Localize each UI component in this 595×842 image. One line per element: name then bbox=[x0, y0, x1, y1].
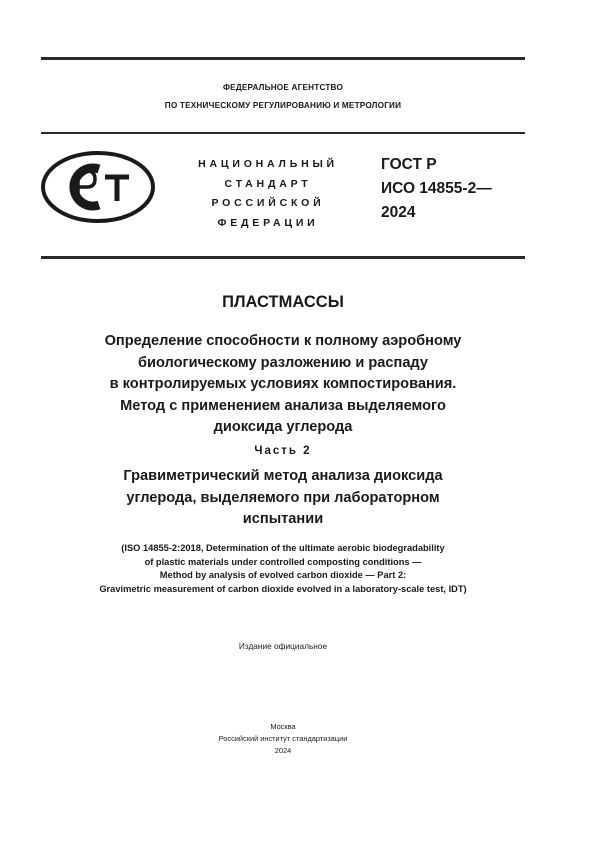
designation-line-2: ИСО 14855-2— bbox=[381, 180, 492, 197]
subtitle-line-3: в контролируемых условиях компостирования. bbox=[109, 376, 457, 392]
imprint-city: Москва bbox=[270, 722, 296, 731]
part-title-line-2: углерода, выделяемого при лабораторном bbox=[126, 489, 440, 506]
top-rule bbox=[41, 57, 525, 60]
title-rule bbox=[41, 256, 525, 259]
agency-line-1: ФЕДЕРАЛЬНОЕ АГЕНТСТВО bbox=[222, 83, 344, 92]
standard-type-line-3: РОССИЙСКОЙ bbox=[211, 197, 325, 209]
agency-line-2: ПО ТЕХНИЧЕСКОМУ РЕГУЛИРОВАНИЮ И МЕТРОЛОГИИ bbox=[164, 101, 402, 110]
imprint-publisher: Российский институт стандартизации bbox=[218, 734, 348, 743]
standard-designation bbox=[381, 153, 492, 225]
standard-type-line-2: СТАНДАРТ bbox=[224, 177, 312, 190]
designation-line-3: 2024 bbox=[381, 204, 416, 221]
standard-type-block bbox=[170, 155, 366, 233]
international-reference bbox=[30, 542, 536, 596]
designation-line-1: ГОСТ Р bbox=[381, 156, 437, 173]
standard-type-line-1: НАЦИОНАЛЬНЫЙ bbox=[198, 158, 338, 170]
header-rule bbox=[41, 132, 525, 134]
rst-certification-mark-icon bbox=[41, 151, 155, 223]
imprint-year: 2024 bbox=[274, 746, 292, 755]
subtitle-line-4: Метод с применением анализа выделяемого bbox=[120, 397, 446, 414]
imprint bbox=[41, 721, 525, 757]
subtitle-line-1: Определение способности к полному аэробному bbox=[104, 333, 462, 349]
main-title: ПЛАСТМАССЫ bbox=[222, 293, 344, 311]
part-title-line-3: испытании bbox=[242, 511, 324, 527]
part-title-line-1: Гравиметрический метод анализа диоксида bbox=[123, 468, 443, 484]
part-title bbox=[41, 466, 525, 531]
subtitle-line-2: биологическому разложению и распаду bbox=[137, 354, 428, 371]
standard-type-line-4: ФЕДЕРАЦИИ bbox=[217, 216, 319, 229]
intl-ref-line-1: (ISO 14855-2:2018, Determination of the ultimate aerobic biodegradability bbox=[121, 543, 445, 553]
subtitle-line-5: диоксида углерода bbox=[213, 419, 353, 435]
part-label: Часть 2 bbox=[254, 445, 312, 457]
intl-ref-line-3: Method by analysis of evolved carbon dioxide — Part 2: bbox=[159, 570, 407, 581]
edition-label: Издание официальное bbox=[238, 641, 328, 651]
subtitle bbox=[41, 331, 525, 439]
intl-ref-line-4: Gravimetric measurement of carbon dioxide evolved in a laboratory-scale test, IDT) bbox=[99, 583, 467, 594]
intl-ref-line-2: of plastic materials under controlled composting conditions — bbox=[144, 556, 422, 567]
